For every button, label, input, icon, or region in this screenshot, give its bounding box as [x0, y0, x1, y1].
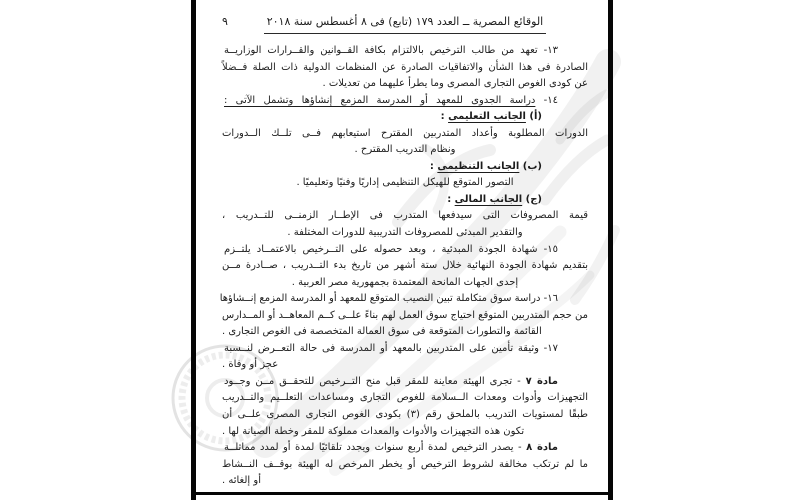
text-line: التجهيزات وأدوات ومعدات الــسلامة للغوص التجارى ومساعدات التعلــيم والتــدريب	[222, 392, 588, 404]
page-right-border	[608, 0, 613, 500]
text-line: الصادرة فى هذا الشأن والاتفاقيات الصادرة عن المنظمات الدولية ذات الصلة فــضلاً	[222, 61, 588, 73]
text-line: تكون هذه التجهيزات والأدوات والمعدات مملوكة للمقر وخطة الصيانة لها .	[222, 425, 525, 437]
page-number: ٩	[222, 15, 228, 28]
text-line: ١٦- دراسة سوق متكاملة تبين النصيب المتوقع للمعهد أو المدرسة المزمع إنــشاؤها	[219, 293, 558, 305]
text-line: (ب) الجانب التنظيمى :	[429, 160, 542, 172]
document-lines	[219, 43, 588, 490]
page-left-border	[191, 0, 196, 500]
text-line: (أ) الجانب التعليمى :	[440, 111, 542, 123]
text-line: مادة ٨ - يصدر الترخيص لمدة أربع سنوات ويجدد تلقائيًا لمدة أو لمدد مماثلــة	[224, 442, 559, 454]
text-line: عن كودى الغوص التجارى المصرى وما يطرأ عليهما من تعديلات .	[322, 78, 588, 90]
text-line: إحدى الجهات المانحة المعتمدة بجمهورية مصر العربية .	[291, 276, 519, 288]
text-line: (ج) الجانب المالى :	[447, 193, 542, 205]
text-line: قيمة المصروفات التى سيدفعها المتدرب فى الإطــار الزمنــى للتــدريب ،	[222, 210, 588, 222]
document-content	[219, 0, 588, 490]
page-header	[222, 15, 588, 34]
text-line: ١٣- تعهد من طالب الترخيص بالالتزام بكافة القــوانين والقــرارات الوزاريــة	[224, 45, 558, 56]
text-line: طبقًا لمستويات التدريب بالملحق رقم (٣) بكودى الغوص التجارى المصرى علــى أن	[222, 409, 588, 421]
text-line: القائمة والتطورات المتوقعة فى سوق العمالة المتخصصة فى الغوص التجارى .	[222, 326, 542, 338]
text-line: ١٥- شهادة الجودة المبدئية ، وبعد حصوله على التــرخيص بالاعتمــاد يلتــزم	[224, 243, 558, 255]
gazette-title: الوقائع المصرية ــ العدد ١٧٩ (تابع) فى ٨ أغسطس سنة ٢٠١٨	[264, 15, 547, 34]
text-line: ١٤- دراسة الجدوى للمعهد أو المدرسة المزمع إنشاؤها وتشمل الآتى :	[224, 94, 558, 106]
text-line: التصور المتوقع للهيكل التنظيمى إداريًا وفنيًا وتعليميًا .	[296, 177, 514, 189]
text-line: الدورات المطلوبة وأعداد المتدربين المقترح استيعابهم فــى تلــك الــدورات	[222, 127, 588, 139]
text-line: من حجم المتدربين المتوقع احتياج سوق العمل لهم بناءً علــى كــم المعاهــد أو المــدارس	[221, 309, 588, 321]
text-line: أو إلغائه .	[222, 475, 261, 487]
text-line: والتقدير المبدئى للمصروفات التدريبية للدورات المختلفة .	[287, 227, 523, 239]
text-line: عجز أو وفاة .	[222, 359, 279, 371]
text-line: ١٧- وثيقة تأمين على المتدربين بالمعهد أو المدرسة فى حالة التعــرض لنــسبة	[224, 342, 558, 354]
text-line: ما لم ترتكب مخالفة لشروط الترخيص أو يخطر المرخص له الهيئة بوقــف النــشاط	[222, 458, 588, 470]
text-line: ونظام التدريب المقترح .	[354, 144, 456, 156]
text-line: مادة ٧ - تجرى الهيئة معاينة للمقر قبل منح التــرخيص للتحقــق مــن وجــود	[224, 375, 558, 387]
page-bottom-border	[191, 492, 613, 495]
text-line: بتقديم شهادة الجودة النهائية خلال ستة أشهر من تاريخ بدء التــدريب ، صــادرة مــن	[222, 260, 588, 272]
